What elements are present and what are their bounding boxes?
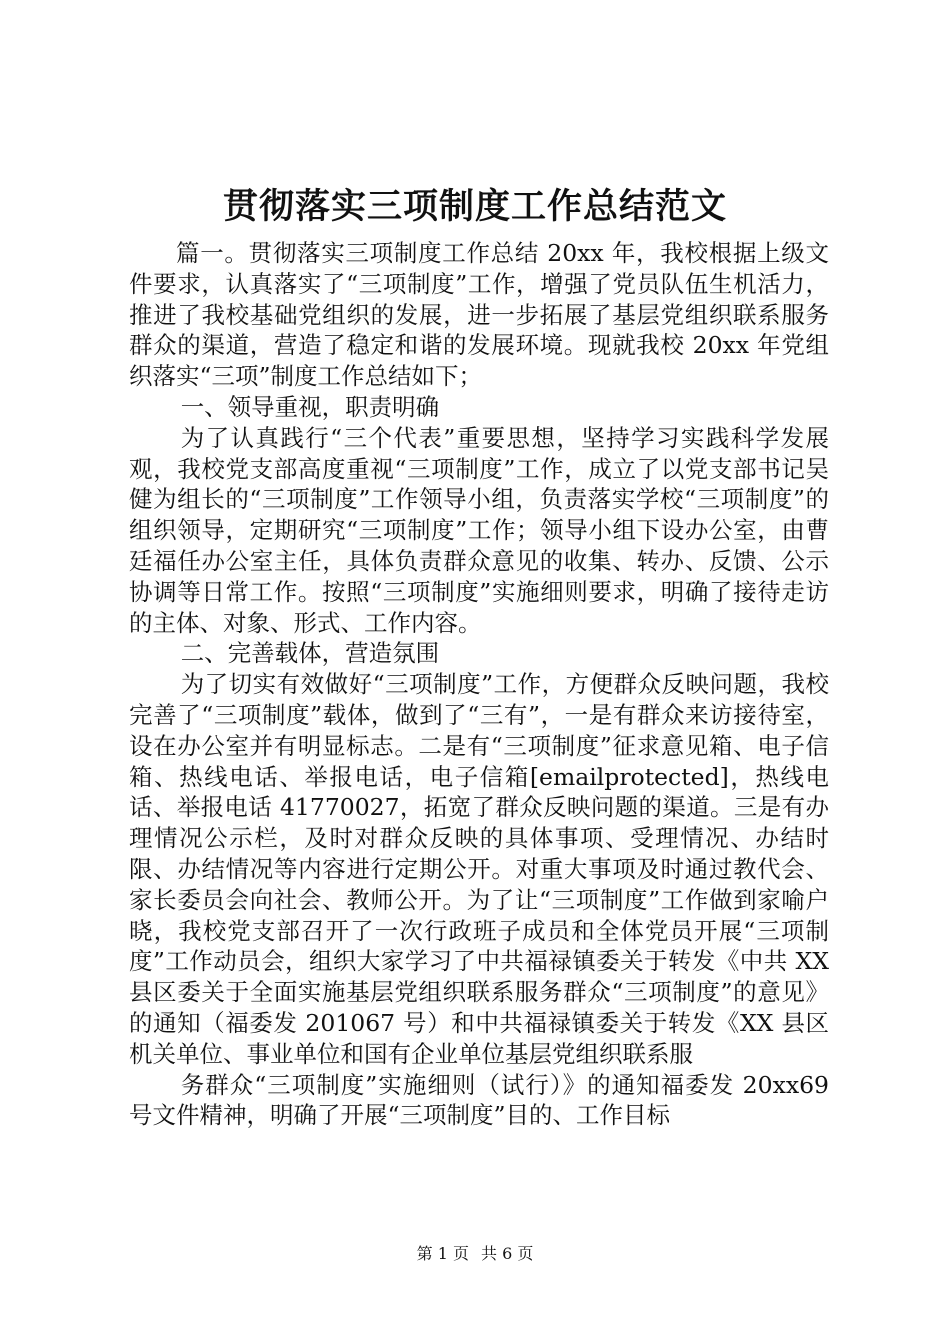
paragraph-section-1: 为了认真践行“三个代表”重要思想，坚持学习实践科学发展观，我校党支部高度重视“三项制度”工作，成立了以党支部书记吴健为组长的“三项制度”工作领导小组，负责落实学校“三项制度”的组织领导，定期研究“三项制度”工作；领导小组下设办公室，由曹廷福任办公室主任，具体负责群众意见的收集、转办、反馈、公示协调等日常工作。按照“三项制度”实施细则要求，明确了接待走访的主体、对象、形式、工作内容。	[129, 423, 829, 637]
document-body	[129, 238, 829, 1131]
page-total: 共 6 页	[481, 1244, 534, 1263]
document-title: 贯彻落实三项制度工作总结范文	[222, 186, 727, 227]
page-footer	[0, 1244, 950, 1264]
paragraph-continued: 务群众“三项制度”实施细则（试行）》的通知福委发 20xx69 号文件精神，明确了开展“三项制度”目的、工作目标	[129, 1070, 829, 1130]
paragraph-intro: 篇一。贯彻落实三项制度工作总结 20xx 年，我校根据上级文件要求，认真落实了“三项制度”工作，增强了党员队伍生机活力，推进了我校基础党组织的发展，进一步拓展了基层党组织联系服务群众的渠道，营造了稳定和谐的发展环境。现就我校 20xx 年党组织落实“三项”制度工作总结如下；	[129, 239, 829, 391]
page-number: 第 1 页	[416, 1244, 469, 1263]
section-heading-2: 二、完善载体，营造氛围	[180, 639, 440, 668]
paragraph-section-2: 为了切实有效做好“三项制度”工作，方便群众反映问题，我校完善了“三项制度”载体，做到了“三有”，一是有群众来访接待室，设在办公室并有明显标志。二是有“三项制度”征求意见箱、电子信箱、热线电话、举报电话，电子信箱[emailprotected]，热线电话、举报电话 41770027，拓宽了群众反映问题的渠道。三是有办理情况公示栏，及时对群众反映的具体事项、受理情况、办结时限、办结情况等内容进行定期公开。对重大事项及时通过教代会、家长委员会向社会、教师公开。为了让“三项制度”工作做到家喻户晓，我校党支部召开了一次行政班子成员和全体党员开展“三项制度”工作动员会，组织大家学习了中共福禄镇委关于转发《中共 XX 县区委关于全面实施基层党组织联系服务群众“三项制度”的意见》的通知（福委发 201067 号）和中共福禄镇委关于转发《XX 县区机关单位、事业单位和国有企业单位基层党组织联系服	[129, 670, 829, 1068]
section-heading-1: 一、领导重视，职责明确	[180, 392, 440, 421]
